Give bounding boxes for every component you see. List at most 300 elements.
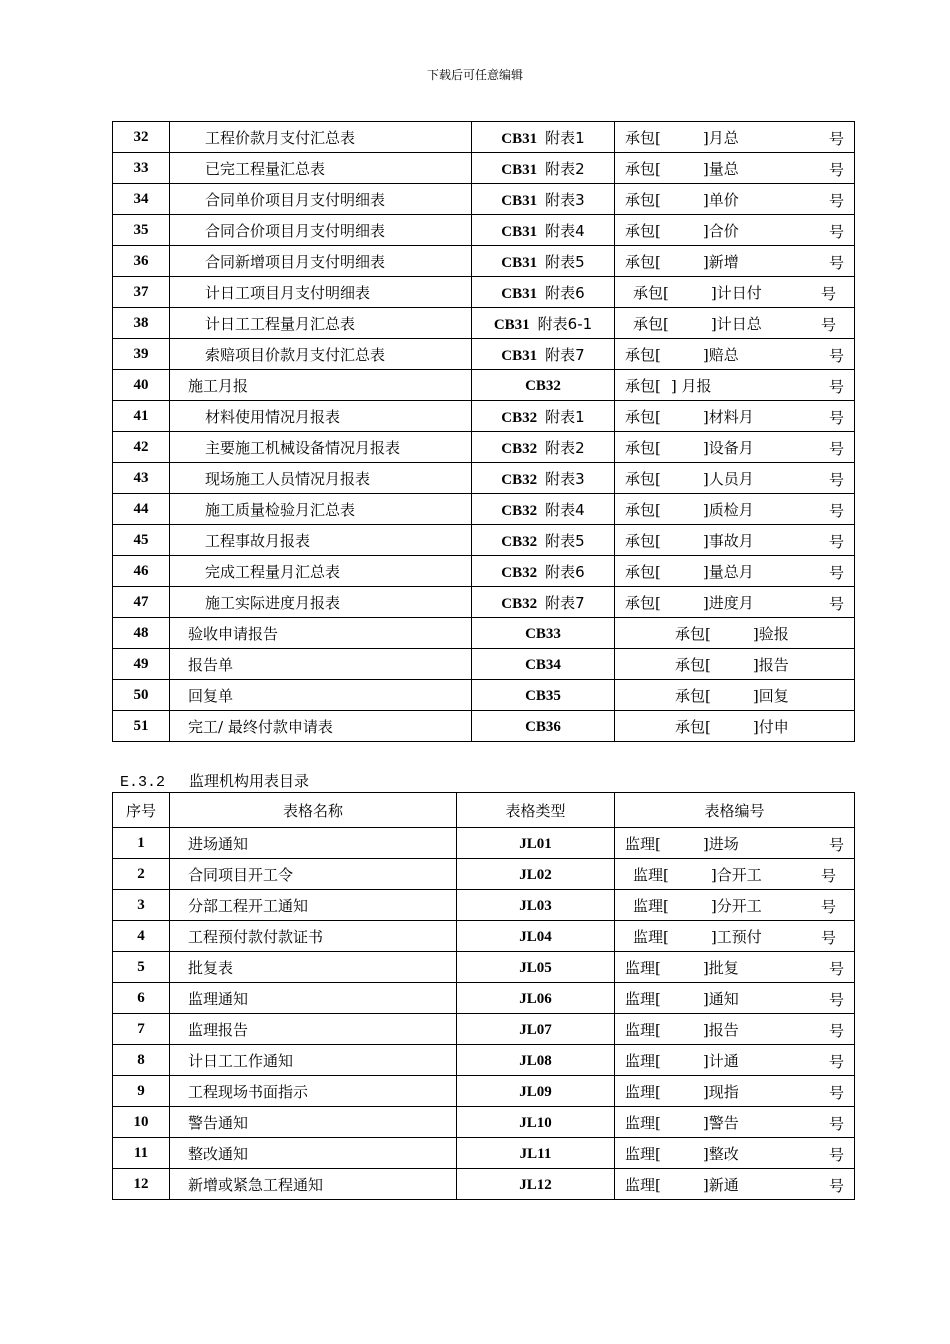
form-type-cell xyxy=(457,1076,615,1107)
code-suffix: 号 xyxy=(820,898,836,916)
form-type-cell xyxy=(472,215,615,246)
form-type-cell xyxy=(472,370,615,401)
code-prefix: 监理[ xyxy=(625,1082,661,1101)
code-label: ]新通 xyxy=(702,1175,739,1194)
form-code-cell xyxy=(615,308,855,339)
form-name: 主要施工机械设备情况月报表 xyxy=(170,432,472,463)
code-prefix: 承包[ xyxy=(625,252,661,271)
code-prefix: 承包[ xyxy=(625,562,661,581)
code-label: ]事故月 xyxy=(702,531,754,550)
form-code-cell xyxy=(615,339,855,370)
form-type-code: JL10 xyxy=(519,1114,552,1131)
code-prefix: 监理[ xyxy=(633,927,669,946)
code-suffix: 号 xyxy=(828,378,844,396)
code-suffix: 号 xyxy=(828,1022,844,1040)
form-type-code: CB31 xyxy=(501,285,538,302)
form-type-code: JL06 xyxy=(519,990,552,1007)
code-label: ]计日付 xyxy=(710,283,762,302)
header-note: 下载后可任意编辑 xyxy=(426,68,523,82)
code-suffix: 号 xyxy=(828,1084,844,1102)
form-type-attachment: 附表4 xyxy=(545,500,585,519)
header-type: 表格类型 xyxy=(457,793,615,828)
form-type-cell xyxy=(472,401,615,432)
form-type-code: JL05 xyxy=(519,959,552,976)
form-code-cell xyxy=(615,952,855,983)
form-type-code: CB31 xyxy=(501,161,538,178)
form-code-cell xyxy=(615,401,855,432)
form-type-cell xyxy=(472,308,615,339)
form-name: 现场施工人员情况月报表 xyxy=(170,463,472,494)
form-type-attachment: 附表5 xyxy=(545,531,585,550)
code-prefix: 监理[ xyxy=(633,865,669,884)
row-number: 45 xyxy=(113,525,170,556)
table-row xyxy=(113,952,855,983)
form-type-code: CB32 xyxy=(501,564,538,581)
code-label: ]材料月 xyxy=(702,407,754,426)
form-type-cell xyxy=(457,1107,615,1138)
table-row xyxy=(113,1107,855,1138)
form-type-code: CB32 xyxy=(501,440,538,457)
table-row xyxy=(113,828,855,859)
table-row xyxy=(113,1076,855,1107)
row-number: 2 xyxy=(113,859,170,890)
form-type-code: CB32 xyxy=(501,502,538,519)
form-code-cell xyxy=(615,649,855,680)
code-suffix: 号 xyxy=(828,595,844,613)
form-code-cell xyxy=(615,1107,855,1138)
section-text: 监理机构用表目录 xyxy=(189,772,310,790)
form-type-code: CB31 xyxy=(493,316,530,333)
row-number: 35 xyxy=(113,215,170,246)
form-code-cell xyxy=(615,494,855,525)
form-name: 分部工程开工通知 xyxy=(170,890,457,921)
table-row xyxy=(113,370,855,401)
code-label: ]质检月 xyxy=(702,500,754,519)
form-type-code: CB31 xyxy=(501,347,538,364)
table-row xyxy=(113,153,855,184)
form-name: 施工月报 xyxy=(170,370,472,401)
form-type-cell xyxy=(472,525,615,556)
form-code-cell xyxy=(615,711,855,742)
form-name: 进场通知 xyxy=(170,828,457,859)
form-code-cell xyxy=(615,983,855,1014)
form-name: 回复单 xyxy=(170,680,472,711)
table-row xyxy=(113,525,855,556)
form-type-cell xyxy=(457,952,615,983)
row-number: 47 xyxy=(113,587,170,618)
form-name: 工程预付款付款证书 xyxy=(170,921,457,952)
code-suffix: 号 xyxy=(828,471,844,489)
code-label: ]付申 xyxy=(752,717,789,736)
form-name: 完工/ 最终付款申请表 xyxy=(170,711,472,742)
form-type-attachment: 附表2 xyxy=(545,159,585,178)
code-label: ]批复 xyxy=(702,958,739,977)
form-type-code: CB31 xyxy=(501,254,538,271)
row-number: 5 xyxy=(113,952,170,983)
code-prefix: 监理[ xyxy=(633,896,669,915)
form-type-code: CB31 xyxy=(501,192,538,209)
form-name: 报告单 xyxy=(170,649,472,680)
form-name: 已完工程量汇总表 xyxy=(170,153,472,184)
form-name: 计日工工作通知 xyxy=(170,1045,457,1076)
form-code-cell xyxy=(615,215,855,246)
table-row xyxy=(113,246,855,277)
code-prefix: 承包[ xyxy=(625,376,661,395)
form-code-cell xyxy=(615,890,855,921)
code-label: ]进度月 xyxy=(702,593,754,612)
form-type-code: CB32 xyxy=(501,595,538,612)
code-prefix: 监理[ xyxy=(625,1113,661,1132)
code-label: ]分开工 xyxy=(710,896,762,915)
form-type-code: CB36 xyxy=(525,718,561,735)
header-code: 表格编号 xyxy=(615,793,855,828)
form-name: 计日工工程量月汇总表 xyxy=(170,308,472,339)
form-type-cell xyxy=(472,649,615,680)
code-prefix: 承包[ xyxy=(625,128,661,147)
form-code-cell xyxy=(615,463,855,494)
code-prefix: 承包[ xyxy=(633,314,669,333)
form-type-cell xyxy=(457,921,615,952)
code-suffix: 号 xyxy=(820,316,836,334)
code-prefix: 承包[ xyxy=(625,593,661,612)
code-suffix: 号 xyxy=(828,836,844,854)
table-row xyxy=(113,587,855,618)
section-number: E.3.2 xyxy=(120,774,166,791)
form-type-cell xyxy=(457,859,615,890)
code-suffix: 号 xyxy=(828,1177,844,1195)
table-row xyxy=(113,184,855,215)
form-code-cell xyxy=(615,1138,855,1169)
row-number: 1 xyxy=(113,828,170,859)
code-suffix: 号 xyxy=(820,867,836,885)
table-row xyxy=(113,921,855,952)
form-name: 合同单价项目月支付明细表 xyxy=(170,184,472,215)
form-code-cell xyxy=(615,432,855,463)
code-suffix: 号 xyxy=(828,1053,844,1071)
form-type-attachment: 附表5 xyxy=(545,252,585,271)
code-label: ]人员月 xyxy=(702,469,754,488)
row-number: 9 xyxy=(113,1076,170,1107)
form-name: 完成工程量月汇总表 xyxy=(170,556,472,587)
code-prefix: 承包[ xyxy=(625,500,661,519)
code-label: ]合价 xyxy=(702,221,739,240)
code-label: ]合开工 xyxy=(710,865,762,884)
table-row xyxy=(113,556,855,587)
code-label: ]整改 xyxy=(702,1144,739,1163)
row-number: 37 xyxy=(113,277,170,308)
code-prefix: 承包[ xyxy=(675,717,711,736)
form-code-cell xyxy=(615,1169,855,1200)
form-type-code: CB32 xyxy=(501,533,538,550)
row-number: 38 xyxy=(113,308,170,339)
form-code-cell xyxy=(615,122,855,153)
form-type-attachment: 附表1 xyxy=(545,407,585,426)
code-suffix: 号 xyxy=(820,285,836,303)
form-type-code: CB34 xyxy=(525,656,561,673)
table-row xyxy=(113,494,855,525)
code-suffix: 号 xyxy=(828,533,844,551)
table-row xyxy=(113,463,855,494)
form-type-cell xyxy=(472,184,615,215)
form-type-cell xyxy=(472,246,615,277)
code-suffix: 号 xyxy=(828,564,844,582)
form-code-cell xyxy=(615,184,855,215)
header-no: 序号 xyxy=(113,793,170,828)
row-number: 43 xyxy=(113,463,170,494)
table-row xyxy=(113,649,855,680)
form-code-cell xyxy=(615,370,855,401)
form-type-code: JL03 xyxy=(519,897,552,914)
code-suffix: 号 xyxy=(828,440,844,458)
code-label: ]工预付 xyxy=(710,927,762,946)
row-number: 42 xyxy=(113,432,170,463)
table-row xyxy=(113,711,855,742)
form-type-cell xyxy=(472,587,615,618)
form-type-code: CB35 xyxy=(525,687,561,704)
table-row xyxy=(113,983,855,1014)
table-row xyxy=(113,1169,855,1200)
form-type-code: JL02 xyxy=(519,866,552,883)
form-name: 监理报告 xyxy=(170,1014,457,1045)
form-type-code: JL04 xyxy=(519,928,552,945)
code-label: ] 月报 xyxy=(670,376,712,395)
form-type-cell xyxy=(457,1138,615,1169)
code-prefix: 监理[ xyxy=(625,1144,661,1163)
row-number: 39 xyxy=(113,339,170,370)
form-type-cell xyxy=(457,1045,615,1076)
form-name: 新增或紧急工程通知 xyxy=(170,1169,457,1200)
form-code-cell xyxy=(615,587,855,618)
form-type-attachment: 附表6 xyxy=(545,283,585,302)
form-type-code: JL08 xyxy=(519,1052,552,1069)
table-row xyxy=(113,618,855,649)
row-number: 48 xyxy=(113,618,170,649)
form-type-code: JL09 xyxy=(519,1083,552,1100)
form-type-cell xyxy=(457,828,615,859)
row-number: 12 xyxy=(113,1169,170,1200)
code-label: ]回复 xyxy=(752,686,789,705)
form-type-cell xyxy=(457,1014,615,1045)
row-number: 50 xyxy=(113,680,170,711)
code-suffix: 号 xyxy=(820,929,836,947)
row-number: 51 xyxy=(113,711,170,742)
code-suffix: 号 xyxy=(828,347,844,365)
form-type-attachment: 附表3 xyxy=(545,469,585,488)
form-name: 整改通知 xyxy=(170,1138,457,1169)
form-type-cell xyxy=(472,680,615,711)
table-header-row xyxy=(113,793,855,828)
form-type-code: CB32 xyxy=(501,471,538,488)
code-prefix: 承包[ xyxy=(625,221,661,240)
code-label: ]通知 xyxy=(702,989,739,1008)
code-prefix: 承包[ xyxy=(625,159,661,178)
code-suffix: 号 xyxy=(828,161,844,179)
code-suffix: 号 xyxy=(828,192,844,210)
row-number: 3 xyxy=(113,890,170,921)
form-name: 工程价款月支付汇总表 xyxy=(170,122,472,153)
code-prefix: 承包[ xyxy=(675,686,711,705)
form-code-cell xyxy=(615,556,855,587)
form-type-attachment: 附表7 xyxy=(545,593,585,612)
code-label: ]进场 xyxy=(702,834,739,853)
code-suffix: 号 xyxy=(828,991,844,1009)
code-suffix: 号 xyxy=(828,409,844,427)
form-code-cell xyxy=(615,1045,855,1076)
form-name: 材料使用情况月报表 xyxy=(170,401,472,432)
row-number: 49 xyxy=(113,649,170,680)
form-name: 监理通知 xyxy=(170,983,457,1014)
form-name: 工程事故月报表 xyxy=(170,525,472,556)
code-label: ]报告 xyxy=(702,1020,739,1039)
form-type-cell xyxy=(457,1169,615,1200)
code-prefix: 监理[ xyxy=(625,1020,661,1039)
code-suffix: 号 xyxy=(828,960,844,978)
form-type-cell xyxy=(472,494,615,525)
row-number: 46 xyxy=(113,556,170,587)
form-type-cell xyxy=(457,983,615,1014)
form-name: 合同新增项目月支付明细表 xyxy=(170,246,472,277)
form-name: 施工实际进度月报表 xyxy=(170,587,472,618)
form-name: 合同合价项目月支付明细表 xyxy=(170,215,472,246)
code-prefix: 承包[ xyxy=(625,531,661,550)
form-type-cell xyxy=(472,618,615,649)
table-row xyxy=(113,432,855,463)
form-type-code: JL12 xyxy=(519,1176,552,1193)
code-label: ]月总 xyxy=(702,128,739,147)
form-type-cell xyxy=(472,153,615,184)
section-title xyxy=(120,770,309,791)
form-name: 工程现场书面指示 xyxy=(170,1076,457,1107)
form-name: 索赔项目价款月支付汇总表 xyxy=(170,339,472,370)
form-code-cell xyxy=(615,1014,855,1045)
code-label: ]设备月 xyxy=(702,438,754,457)
code-label: ]计通 xyxy=(702,1051,739,1070)
form-name: 警告通知 xyxy=(170,1107,457,1138)
form-code-cell xyxy=(615,921,855,952)
code-label: ]验报 xyxy=(752,624,789,643)
contractor-forms-table xyxy=(112,121,855,742)
row-number: 8 xyxy=(113,1045,170,1076)
code-prefix: 监理[ xyxy=(625,989,661,1008)
code-suffix: 号 xyxy=(828,1115,844,1133)
code-prefix: 承包[ xyxy=(625,190,661,209)
form-type-code: CB31 xyxy=(501,130,538,147)
form-code-cell xyxy=(615,525,855,556)
table-row xyxy=(113,339,855,370)
form-type-cell xyxy=(472,463,615,494)
supervision-forms-table xyxy=(112,792,855,1200)
code-prefix: 承包[ xyxy=(625,345,661,364)
form-type-attachment: 附表7 xyxy=(545,345,585,364)
row-number: 34 xyxy=(113,184,170,215)
form-name: 批复表 xyxy=(170,952,457,983)
row-number: 32 xyxy=(113,122,170,153)
code-label: ]量总月 xyxy=(702,562,754,581)
code-label: ]警告 xyxy=(702,1113,739,1132)
code-prefix: 监理[ xyxy=(625,958,661,977)
form-code-cell xyxy=(615,246,855,277)
row-number: 11 xyxy=(113,1138,170,1169)
code-suffix: 号 xyxy=(828,130,844,148)
form-name: 施工质量检验月汇总表 xyxy=(170,494,472,525)
form-type-code: JL01 xyxy=(519,835,552,852)
code-prefix: 承包[ xyxy=(675,655,711,674)
code-prefix: 承包[ xyxy=(625,469,661,488)
form-name: 合同项目开工令 xyxy=(170,859,457,890)
table-row xyxy=(113,890,855,921)
table-row xyxy=(113,1014,855,1045)
row-number: 10 xyxy=(113,1107,170,1138)
form-type-attachment: 附表3 xyxy=(545,190,585,209)
row-number: 4 xyxy=(113,921,170,952)
code-label: ]量总 xyxy=(702,159,739,178)
table-row xyxy=(113,680,855,711)
form-type-attachment: 附表4 xyxy=(545,221,585,240)
code-suffix: 号 xyxy=(828,1146,844,1164)
form-type-cell xyxy=(472,339,615,370)
form-code-cell xyxy=(615,1076,855,1107)
code-prefix: 承包[ xyxy=(625,438,661,457)
form-type-code: JL07 xyxy=(519,1021,552,1038)
code-suffix: 号 xyxy=(828,254,844,272)
form-code-cell xyxy=(615,680,855,711)
code-label: ]报告 xyxy=(752,655,789,674)
form-type-cell xyxy=(472,432,615,463)
form-code-cell xyxy=(615,859,855,890)
code-label: ]赔总 xyxy=(702,345,739,364)
code-label: ]计日总 xyxy=(710,314,762,333)
row-number: 6 xyxy=(113,983,170,1014)
form-type-code: CB33 xyxy=(525,625,561,642)
header-name: 表格名称 xyxy=(170,793,457,828)
table-row xyxy=(113,122,855,153)
form-type-cell xyxy=(472,122,615,153)
form-type-attachment: 附表6 xyxy=(545,562,585,581)
form-type-attachment: 附表6-1 xyxy=(537,314,593,333)
code-prefix: 承包[ xyxy=(633,283,669,302)
row-number: 41 xyxy=(113,401,170,432)
code-prefix: 承包[ xyxy=(675,624,711,643)
form-name: 计日工项目月支付明细表 xyxy=(170,277,472,308)
row-number: 36 xyxy=(113,246,170,277)
form-type-code: CB32 xyxy=(525,377,561,394)
table-row xyxy=(113,1045,855,1076)
form-type-cell xyxy=(472,277,615,308)
row-number: 44 xyxy=(113,494,170,525)
form-type-cell xyxy=(457,890,615,921)
code-label: ]新增 xyxy=(702,252,739,271)
row-number: 7 xyxy=(113,1014,170,1045)
row-number: 40 xyxy=(113,370,170,401)
code-suffix: 号 xyxy=(828,223,844,241)
form-type-code: CB31 xyxy=(501,223,538,240)
form-code-cell xyxy=(615,153,855,184)
table-row xyxy=(113,215,855,246)
form-type-cell xyxy=(472,556,615,587)
form-code-cell xyxy=(615,277,855,308)
form-type-cell xyxy=(472,711,615,742)
code-prefix: 承包[ xyxy=(625,407,661,426)
row-number: 33 xyxy=(113,153,170,184)
form-type-attachment: 附表1 xyxy=(545,128,585,147)
form-type-code: JL11 xyxy=(519,1145,552,1162)
table-row xyxy=(113,859,855,890)
code-prefix: 监理[ xyxy=(625,834,661,853)
table-row xyxy=(113,1138,855,1169)
form-type-code: CB32 xyxy=(501,409,538,426)
table-row xyxy=(113,308,855,339)
form-code-cell xyxy=(615,618,855,649)
